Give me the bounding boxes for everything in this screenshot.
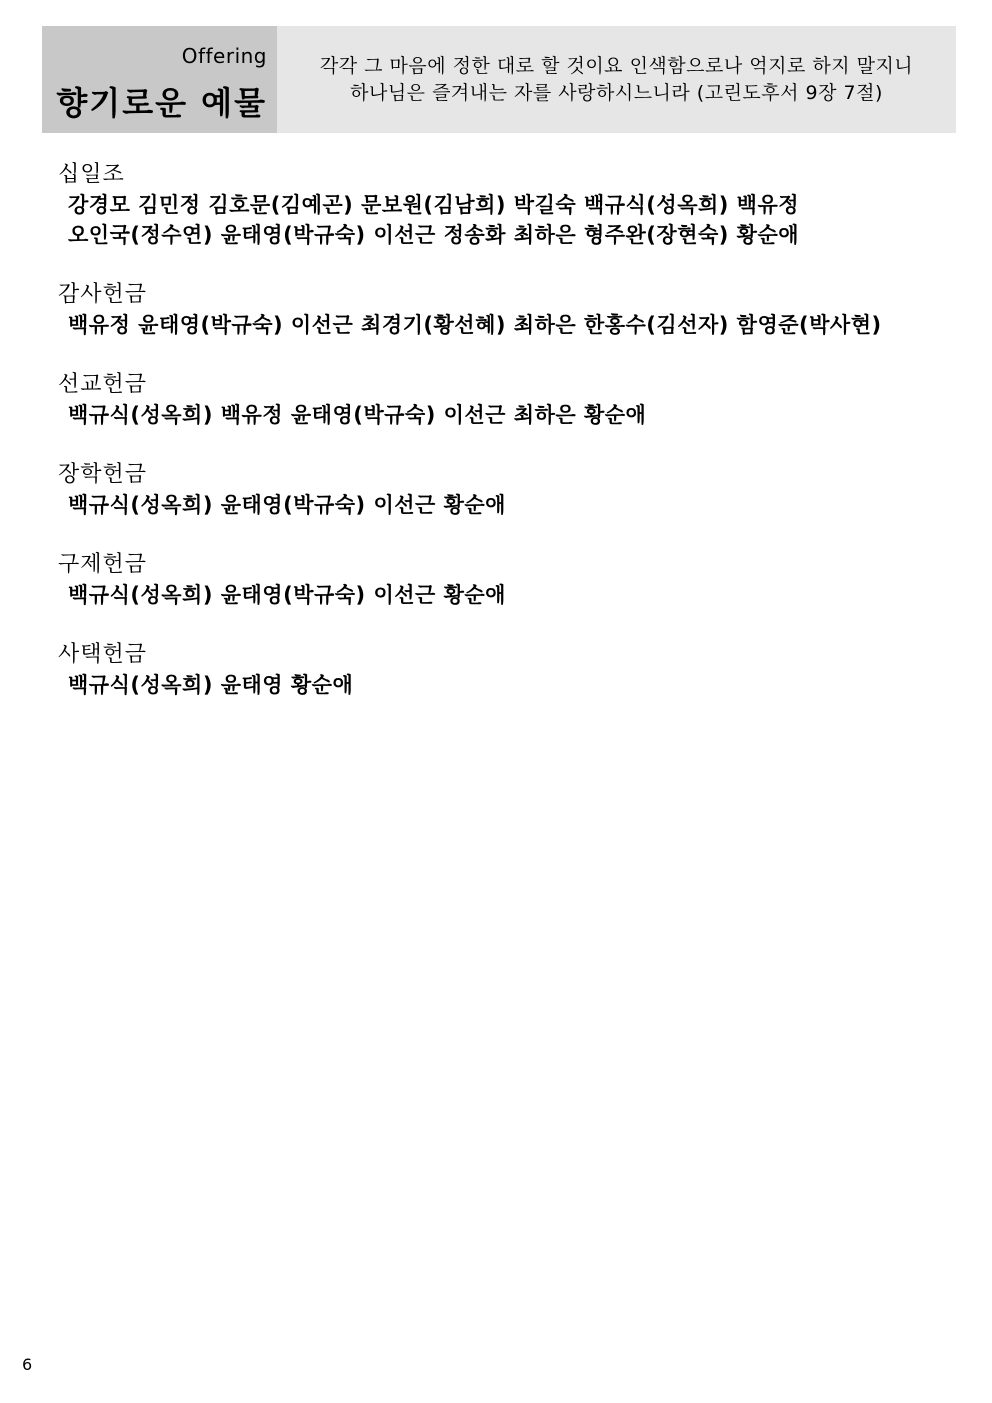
section-mission bbox=[58, 370, 938, 430]
section-title: 십일조 bbox=[58, 162, 125, 187]
bible-verse bbox=[277, 26, 956, 133]
section-title: 구제헌금 bbox=[58, 552, 148, 577]
page-number: 6 bbox=[22, 1355, 33, 1374]
donor-line: 강경모 김민정 김호문(김예곤) 문보원(김남희) 박길숙 백규식(성옥희) 백유정 bbox=[68, 193, 800, 217]
donor-line: 오인국(정수연) 윤태영(박규숙) 이선근 정송화 최하은 형주완(장현숙) 황순애 bbox=[68, 223, 800, 247]
donor-line: 백유정 윤태영(박규숙) 이선근 최경기(황선혜) 최하은 한홍수(김선자) 함영준(박사현) bbox=[68, 313, 882, 337]
offering-sections bbox=[58, 160, 938, 730]
header-title-box bbox=[42, 26, 277, 133]
verse-line-1: 각각 그 마음에 정한 대로 할 것이요 인색함으로나 억지로 하지 말지니 bbox=[319, 54, 914, 77]
header-banner bbox=[42, 26, 956, 133]
page-title: 향기로운 예물 bbox=[56, 84, 267, 122]
header-subtitle: Offering bbox=[181, 44, 267, 68]
section-parsonage bbox=[58, 640, 938, 700]
section-relief bbox=[58, 550, 938, 610]
section-title: 감사헌금 bbox=[58, 282, 148, 307]
donor-line: 백규식(성옥희) 윤태영 황순애 bbox=[68, 673, 354, 697]
donor-line: 백규식(성옥희) 백유정 윤태영(박규숙) 이선근 최하은 황순애 bbox=[68, 403, 647, 427]
section-thanksgiving bbox=[58, 280, 938, 340]
section-title: 선교헌금 bbox=[58, 372, 148, 397]
section-title: 장학헌금 bbox=[58, 462, 148, 487]
section-scholarship bbox=[58, 460, 938, 520]
donor-line: 백규식(성옥희) 윤태영(박규숙) 이선근 황순애 bbox=[68, 493, 506, 517]
section-tithe bbox=[58, 160, 938, 250]
verse-line-2: 하나님은 즐겨내는 자를 사랑하시느니라 (고린도후서 9장 7절) bbox=[350, 81, 883, 104]
donor-line: 백규식(성옥희) 윤태영(박규숙) 이선근 황순애 bbox=[68, 583, 506, 607]
section-title: 사택헌금 bbox=[58, 642, 148, 667]
